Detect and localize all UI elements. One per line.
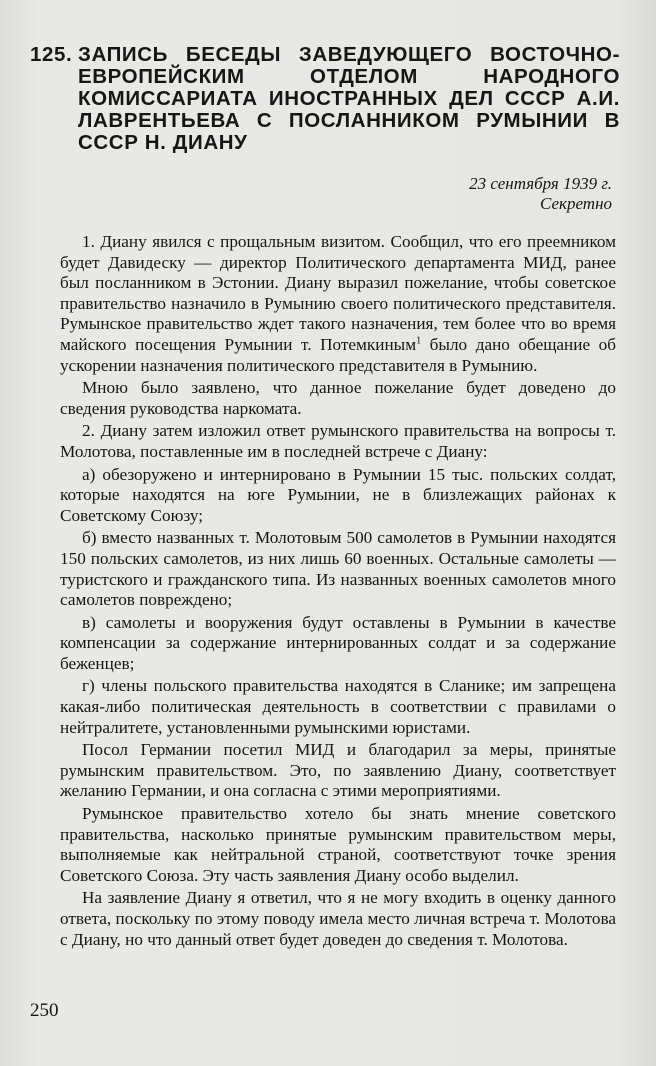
- paragraph-1: [60, 232, 616, 376]
- document-body: [60, 232, 616, 952]
- paragraph-7: г) члены польского правительства находятся в Сланике; им запрещена какая-либо политическая деятельность в соответствии с правилами о нейтралитете, установленными румынскими юристами.: [60, 676, 616, 737]
- paragraph-1-text-b: было дано обещание об ускорении назначения политического представителя в Румынию.: [60, 334, 616, 375]
- paragraph-2: Мною было заявлено, что данное пожелание будет доведено до сведения руководства наркомата.: [60, 378, 616, 418]
- footnote-marker: 1: [416, 335, 422, 347]
- classification-mark: Секретно: [540, 194, 612, 213]
- paragraph-1-text-a: 1. Диану явился с прощальным визитом. Сообщил, что его преемником будет Давидеску — директор Политического департамента МИД, ранее был посланником в Эстонии. Диану выразил пожелание, чтобы советское правительство назначило в Румынию своего политического представителя. Румынское правительство ждет такого назначения, тем более что во время майского посещения Румынии т. Потемкиным: [60, 232, 616, 354]
- document-date: 23 сентября 1939 г.: [469, 174, 612, 193]
- document-number: 125.: [30, 43, 73, 66]
- paragraph-6: в) самолеты и вооружения будут оставлены в Румынии в качестве компенсации за содержание интернированных солдат и за содержание беженцев;: [60, 612, 616, 673]
- paragraph-4: а) обезоружено и интернировано в Румынии 15 тыс. польских солдат, которые находятся на юге Румынии, не в близлежащих районах к Советскому Союзу;: [60, 464, 616, 525]
- paragraph-9: Румынское правительство хотело бы знать мнение советского правительства, насколько принятые румынским правительством меры, выполняемые как нейтральной страной, соответствуют точке зрения Советского Союза. Эту часть заявления Диану особо выделил.: [60, 804, 616, 885]
- paragraph-5: б) вместо названных т. Молотовым 500 самолетов в Румынии находятся 150 польских самолетов, из них лишь 60 военных. Остальные самолеты — туристского и гражданского типа. Из названных военных самолетов много самолетов повреждено;: [60, 528, 616, 610]
- page-number: 250: [30, 1000, 59, 1021]
- paragraph-10: На заявление Диану я ответил, что я не могу входить в оценку данного ответа, поскольку по этому поводу имела место личная встреча т. Молотова с Диану, но что данный ответ будет доведен до сведения т. Молотова.: [60, 888, 616, 949]
- paragraph-8: Посол Германии посетил МИД и благодарил за меры, принятые румынским правительством. Это, по заявлению Диану, соответствует желанию Германии, и она согласна с этими мероприятиями.: [60, 740, 616, 801]
- document-meta: [469, 174, 612, 214]
- document-heading: [30, 44, 620, 154]
- paragraph-3: 2. Диану затем изложил ответ румынского правительства на вопросы т. Молотова, поставленные им в последней встрече с Диану:: [60, 421, 616, 461]
- document-title: ЗАПИСЬ БЕСЕДЫ ЗАВЕДУЮЩЕГО ВОСТОЧНО-ЕВРОПЕЙСКИМ ОТДЕЛОМ НАРОДНОГО КОМИССАРИАТА ИНОСТРАННЫХ ДЕЛ СССР А.И. ЛАВРЕНТЬЕВА С ПОСЛАННИКОМ РУМЫНИИ В СССР Н. ДИАНУ: [78, 43, 620, 154]
